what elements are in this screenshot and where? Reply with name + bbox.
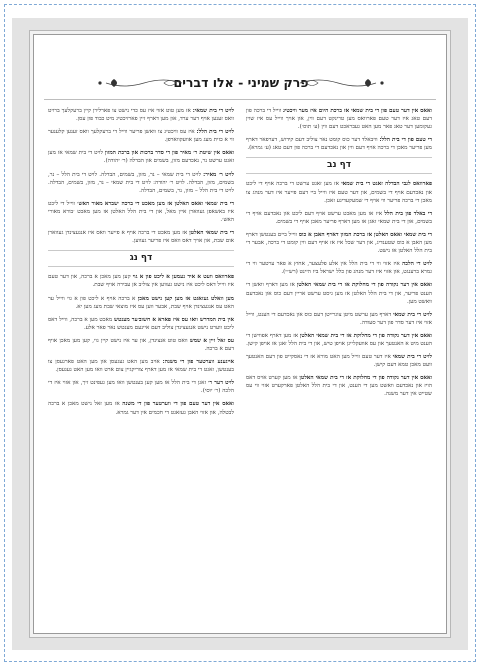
paragraph-lead: מען וואלט געזאגט אז מען קען נישט מאכן <box>137 295 234 302</box>
paragraph-lead: ואאס אין דער נקודה פון די מחלוקת אז די בית שמאי האלטן <box>296 282 432 289</box>
paragraph <box>246 107 432 131</box>
paragraph-body: איז אז מען מאכט ערשט אויף דעם ליכט און נאכדעם אויף די בשמים, און די בית שמאי זאגן אז מען דארף פריער מאכן אויף די בשמים. <box>246 210 432 225</box>
paragraph-body: איז עס וויכטיג צו וואשן פריער ווייל די ברעקלעך וואס זענען קלענער ווי א כזית מעג מען אוועקווארפן. <box>48 129 234 144</box>
paragraph-body: לויט די בית שמאי אז מען זאגט ערשט נר, נאכדעם מזון, בשמים און הבדלה (ר׳ יהודה). <box>48 150 234 165</box>
paragraph-body: ווייל די ברכה פון דעם טאג איז דער טעם פארוואס מען טרינקט דעם ווין, און אויך ווייל עס איז שוין געקומען דער טאג פאר מען האט געבראכט דעם ווין (ע׳ תוס׳). <box>246 108 432 131</box>
paragraph-body: ווייל די ליכט איז באשאפן געווארן איין מאל, און די בית הלל האלטן אז מען מאכט ׳בורא מאורי האש׳. <box>48 200 234 224</box>
paragraph-body: איז דער טעם ווייל מען האט מורא אז די נאסקייט פון דעם האנטעך וועט מאכן טמא דעם קישן. <box>246 354 432 369</box>
paragraph <box>48 171 234 195</box>
paragraph-lead: פארוואס לגבי הבדלה זאגט די בית שמאי <box>341 181 432 188</box>
paragraph <box>246 210 432 226</box>
paragraph <box>246 231 432 255</box>
paragraph <box>48 149 234 165</box>
paragraph-lead: אין בית המדרש וואו עס איז פארא א חשוב׳ער מענטש <box>114 316 234 323</box>
paragraph <box>246 353 432 369</box>
paragraph-body: וואס טוט אנצינדן, און ער איז נישט קיין גוי, קען מען מאכן אויף דעם א ברכה. <box>48 337 234 352</box>
paragraph-lead: עס זאל זיין א שמש <box>189 337 234 344</box>
paragraph-body: וויבאלד דער כוס קומט נאר צוליב דעם קידוש, דערפאר דארף מען פריער מאכן די ברכה אויף דעם ווין און נאכדעם די ברכה פון דעם טאג (ע׳ גמרא). <box>246 137 432 152</box>
paragraph-body: אז מען זאל נישט מאכן א ברכה לבטלה, און אזוי האבן געזאגט די חכמים אין דער גמרא. <box>48 401 234 416</box>
paragraph-body: אז מען טוט אזוי איז עס כדי נישט צו פארלירן קיין ברעקלעך ברויט וואס זענען אויף דער ערד, און מען דארף זיין פארזיכטיג מיט כבוד פון עסן. <box>48 108 234 123</box>
paragraph-lead: די בית שמאי ואאס האלטן אז מען מאכט די ברכה ׳שברא מאור האש׳ <box>77 200 234 207</box>
paragraph <box>48 337 234 353</box>
paragraph-lead: ואאס אין דער טעם פון די בית שמאי אז ברכת היום איז מער וויכטיג <box>283 108 432 114</box>
ornament-right-icon <box>298 75 388 91</box>
paragraph-lead: די טעם פון די בית הלל: <box>379 137 432 144</box>
paragraph-body: מאכט מען א ברכה, ווייל דאס ליכט ווערט נישט אנגעצינדן צוליב דעם איינעם מענטש נאר פאר אלע. <box>48 316 234 331</box>
paragraph-body: אויב מען האט געגעסן און מען האט פארגעסן צו בענטשן, זאגט די בית שמאי אז מען דארף צוריקגיין צום ארט וואו מען האט געגעסן. <box>48 359 234 374</box>
paragraph <box>246 281 432 305</box>
title-divider <box>44 99 436 100</box>
paragraph <box>48 295 234 311</box>
paragraph-lead: ואאס אין דער נקודה פון די מחלוקת אז די בית שמאי האלטן <box>300 332 432 339</box>
paragraph <box>246 136 432 152</box>
paragraph-lead: לויט ר׳ מאיר: <box>203 171 234 178</box>
paragraph-body: דארף מען ערשט מיטן צוגרייטן דעם כוס און נאכדעם די הענט, ווייל אזוי איז דער סדר פון דער סעודה. <box>246 311 432 326</box>
paragraph-body: אז מען דארף אפווישן די הענט מיט א האנטעך און עס אוועקלייגן אויפן טיש, און די בית הלל זאגן אז אויפן קישן. <box>246 332 432 347</box>
paragraph-lead: ואאס אין שיטת ר׳ מאיר פון די סדר ברכות און ברכת המזון <box>104 150 234 157</box>
daf-heading: דף נב <box>246 157 432 174</box>
paragraph-lead: אייגענע ווערטער פון די משנה: <box>162 359 234 366</box>
paragraph-lead: לויט די בית שמאי <box>392 354 432 361</box>
paragraph <box>246 374 432 398</box>
paragraph <box>48 273 234 289</box>
paragraph <box>48 379 234 395</box>
paragraph-body: אז מען קערט אויס דאס הויז און נאכדעם וואשט מען די הענט, און די בית הלל האלטן פארקערט אזוי ווי עס שטייט אין דער משנה. <box>246 375 432 398</box>
chapter-title: פרק שמיני - אלו דברים <box>173 75 309 90</box>
document-page <box>33 34 447 634</box>
paragraph <box>48 316 234 332</box>
paragraph-body: לויט די בית שמאי – נר, מזון, בשמים, הבדלה. לויט די בית הלל – נר, בשמים, מזון, הבדלה. לויט ר׳ יהודה: לויט די בית שמאי – נר, מזון, בשמים, הבדלה. לויט די בית הלל – מזון, נר, בשמים, הבדלה. <box>48 171 234 194</box>
paragraph <box>246 332 432 348</box>
chapter-header <box>94 71 388 95</box>
paragraph <box>246 260 432 276</box>
paragraph-lead: לויט די בית הלל: <box>196 129 234 136</box>
ornament-left-icon <box>94 75 184 91</box>
paragraph-body: איז אזוי ווי די בית הלל אין אלע פלעצער, אחוץ א פאר ערטער ווי די גמרא ברענגט, און אזוי איז דער מנהג פון כלל ישראל ביז היינט (רש״י). <box>246 261 432 276</box>
paragraph <box>48 107 234 123</box>
paragraph <box>48 400 234 416</box>
paragraph <box>48 128 234 144</box>
paragraph-lead: ואאס אין דער טעם פון די ווערטער פון די משנה <box>122 401 234 408</box>
paragraph-lead: פארוואס וועט א איד נעמען א ליכט פון א גוי <box>132 274 234 281</box>
paragraph <box>246 311 432 327</box>
text-column-right <box>246 107 432 627</box>
paragraph-body: א ברכה אויף א ליכט פון א גוי ווייל ער האט עס אנגעצינדן אויף שבת, אבער ווען עס איז מוצאי שבת מעג מען יא. <box>48 295 234 310</box>
text-column-left <box>48 107 234 627</box>
paragraph-lead: לויט די בית שמאי <box>393 311 432 318</box>
paragraph-body: ווייל ביים בענטשן דארף מען האבן א כוס שטענדיג, און דער שכל איז אז אויף דעם ווין קומט די ברכה, אבער די בית הלל האלטן אז נישט. <box>246 231 432 255</box>
paragraph <box>48 229 234 245</box>
paragraph-lead: לויט דער ר׳ <box>208 380 234 387</box>
paragraph-lead: די באלד פון בית הלל <box>384 210 432 217</box>
paragraph <box>48 200 234 224</box>
paragraph-body: קען מען מאכן א ברכה, און דער טעם איז ווייל דאס ליכט איז נישט געווען אין צוליב אן עבירה אויף שבת. <box>48 274 234 289</box>
paragraph <box>246 180 432 204</box>
paragraph-lead: ואאס אין דער נקודה פון די מחלוקת אז די בית שמאי האלטן <box>299 375 432 382</box>
paragraph-lead: די בית שמאי האלטן <box>189 230 234 237</box>
paragraph <box>48 358 234 374</box>
paragraph-lead: די בית שמאי ואאס האלטן אז ברכת המזון דארף האבן א כוס <box>298 231 432 238</box>
paragraph-lead: לויט די בית שמאי: <box>192 108 234 114</box>
paragraph-body: אז מען זאגט ערשט די ברכה אויף די ליכט און נאכדעם אויף די בשמים, און דער טעם איז ווייל ביי דעם פייער איז דער מנהג צו מאכן די ברכה פריער ווי אויף די שמעקעדיגע זאכן. <box>246 181 432 204</box>
daf-heading: דף נג <box>48 250 234 267</box>
paragraph-body: אז מען מאכט די ברכה אויף א פייער וואס איז אנגעצינדן געווארן אום שבת, און אויך דאס וואס איז פריער געווען. <box>48 230 234 245</box>
paragraph-lead: לויט די הלכה <box>402 261 432 268</box>
paragraph-body: זאגן די בית הלל אז מען קען בענטשן וואו מען געפינט זיך, און אזוי איז די הלכה (ר׳ יוסי). <box>48 380 234 395</box>
paragraph-body: אז מען דארף וואשן די הענט פריער, און די בית הלל האלטן אז מען גיסט ערשט אריין דעם כוס און נאכדעם וואשט מען. <box>246 282 432 305</box>
